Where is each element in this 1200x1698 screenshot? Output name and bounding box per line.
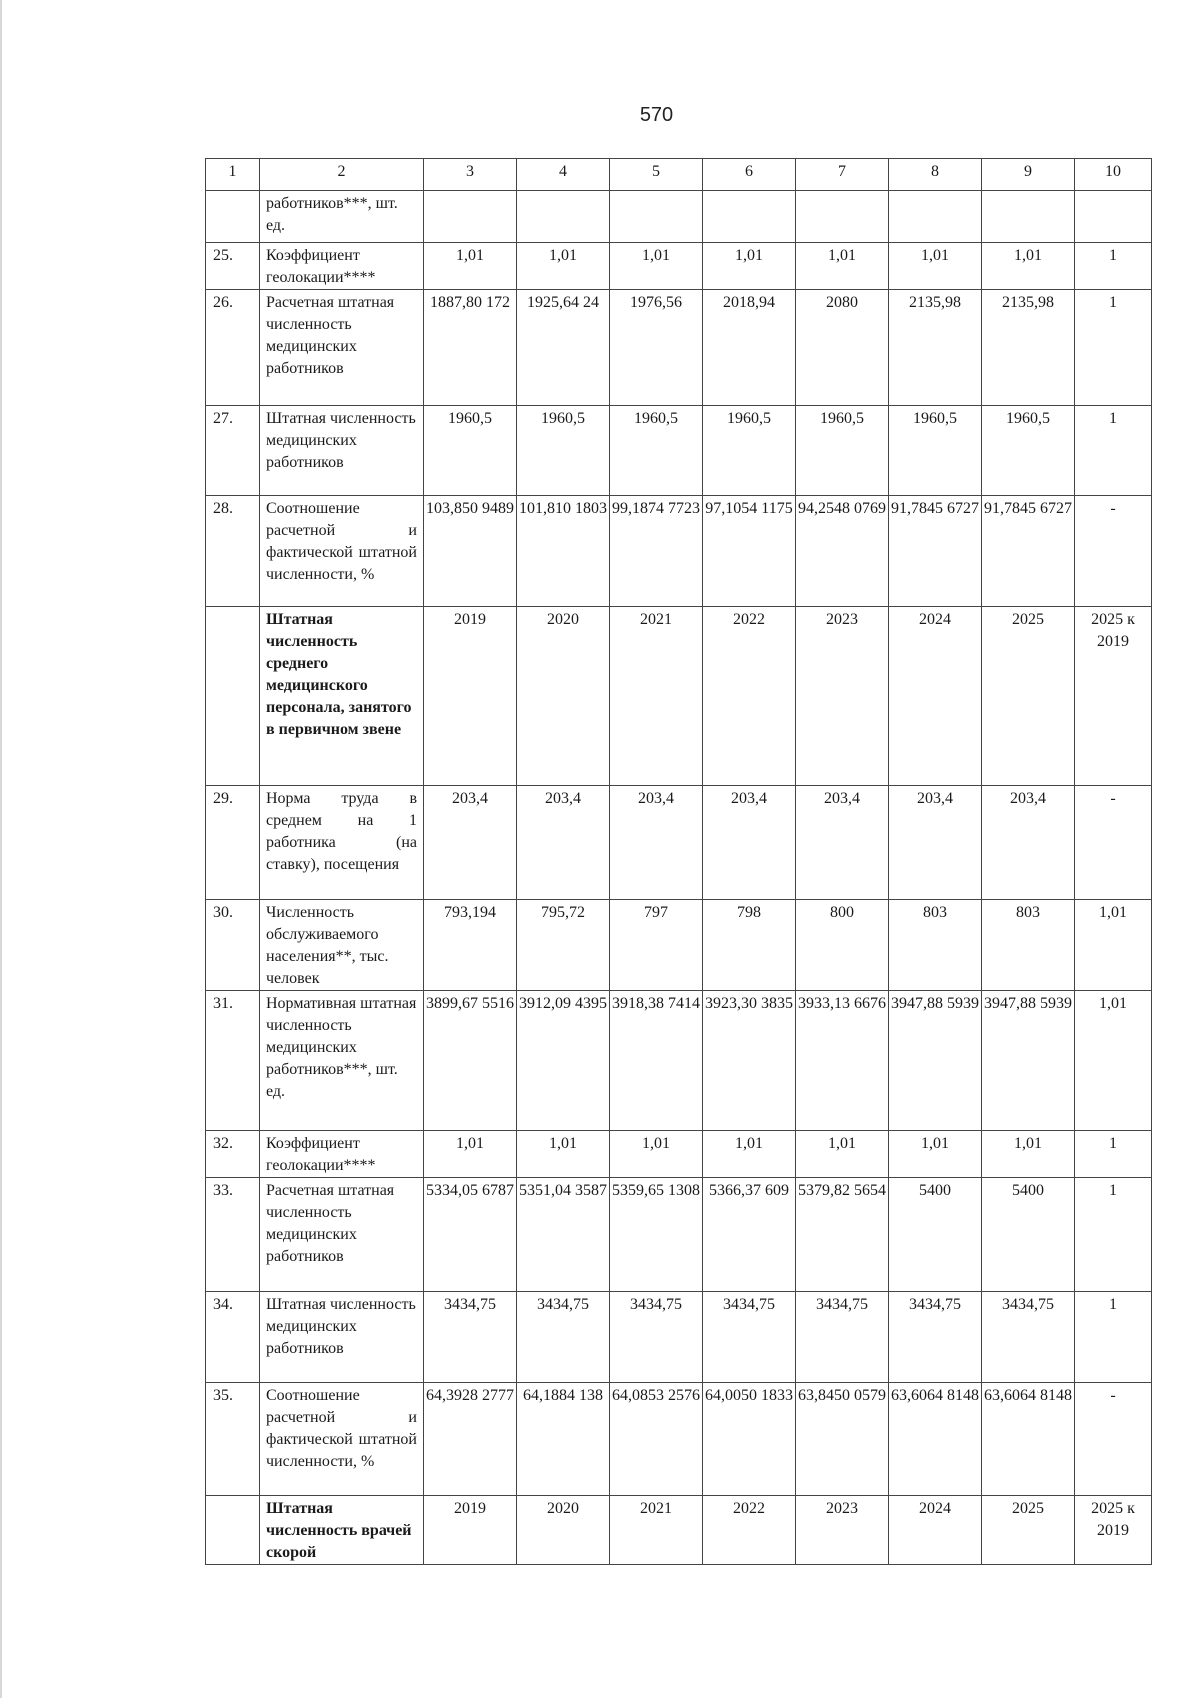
table-row: [206, 290, 1152, 406]
table-row: [206, 496, 1152, 607]
value-cell: 1,01: [982, 243, 1075, 290]
value-cell: 2025: [982, 607, 1075, 786]
value-cell: 1,01: [889, 1131, 982, 1178]
ratio-cell: 1: [1075, 1131, 1152, 1178]
value-cell: 94,2548 0769: [796, 496, 889, 607]
column-header: 10: [1075, 159, 1152, 191]
row-number: [206, 1496, 260, 1565]
value-cell: 101,810 1803: [517, 496, 610, 607]
value-cell: 1,01: [517, 243, 610, 290]
value-cell: 203,4: [517, 786, 610, 900]
row-number: 30.: [206, 900, 260, 991]
ratio-cell: 1: [1075, 290, 1152, 406]
value-cell: 5400: [982, 1178, 1075, 1292]
value-cell: 1960,5: [424, 406, 517, 496]
section-header-row: [206, 1496, 1152, 1565]
section-title: Штатная численность среднего медицинского персонала, занятого в первичном звене: [260, 607, 424, 786]
value-cell: 2021: [610, 607, 703, 786]
indicator-name: Численность обслуживаемого населения**, тыс. человек: [260, 900, 424, 991]
ratio-cell: -: [1075, 496, 1152, 607]
value-cell: 3912,09 4395: [517, 991, 610, 1131]
value-cell: 2023: [796, 607, 889, 786]
ratio-cell: [1075, 191, 1152, 243]
indicator-name: Соотношение расчетной и фактической штатной численности, %: [260, 1383, 424, 1496]
ratio-cell: 1: [1075, 1178, 1152, 1292]
indicator-name: Расчетная штатная численность медицинских работников: [260, 1178, 424, 1292]
value-cell: 3434,75: [424, 1292, 517, 1383]
column-header: 9: [982, 159, 1075, 191]
indicator-name: Штатная численность медицинских работников: [260, 1292, 424, 1383]
table-row: [206, 243, 1152, 290]
value-cell: 1887,80 172: [424, 290, 517, 406]
value-cell: 1,01: [982, 1131, 1075, 1178]
value-cell: 203,4: [424, 786, 517, 900]
value-cell: [982, 191, 1075, 243]
value-cell: 1960,5: [517, 406, 610, 496]
value-cell: 1960,5: [703, 406, 796, 496]
value-cell: 1960,5: [610, 406, 703, 496]
staffing-table-wrapper: [205, 158, 1151, 1565]
row-number: 31.: [206, 991, 260, 1131]
value-cell: 1960,5: [982, 406, 1075, 496]
value-cell: 203,4: [796, 786, 889, 900]
value-cell: 1925,64 24: [517, 290, 610, 406]
value-cell: 2022: [703, 607, 796, 786]
row-number: [206, 191, 260, 243]
ratio-cell: 2025 к 2019: [1075, 1496, 1152, 1565]
value-cell: 91,7845 6727: [982, 496, 1075, 607]
value-cell: 2019: [424, 1496, 517, 1565]
value-cell: 793,194: [424, 900, 517, 991]
value-cell: 2135,98: [889, 290, 982, 406]
value-cell: 800: [796, 900, 889, 991]
value-cell: 64,0050 1833: [703, 1383, 796, 1496]
table-row: [206, 191, 1152, 243]
value-cell: 3434,75: [796, 1292, 889, 1383]
value-cell: 203,4: [610, 786, 703, 900]
value-cell: 1,01: [796, 243, 889, 290]
value-cell: [796, 191, 889, 243]
row-number: 29.: [206, 786, 260, 900]
value-cell: 63,6064 8148: [889, 1383, 982, 1496]
value-cell: 3434,75: [517, 1292, 610, 1383]
row-number: 33.: [206, 1178, 260, 1292]
value-cell: 1,01: [424, 243, 517, 290]
value-cell: 203,4: [703, 786, 796, 900]
table-row: [206, 1178, 1152, 1292]
table-row: [206, 786, 1152, 900]
value-cell: 3947,88 5939: [982, 991, 1075, 1131]
value-cell: 2025: [982, 1496, 1075, 1565]
indicator-name: Соотношение расчетной и фактической штатной численности, %: [260, 496, 424, 607]
page-number: 570: [639, 104, 674, 126]
value-cell: 1976,56: [610, 290, 703, 406]
value-cell: 3933,13 6676: [796, 991, 889, 1131]
column-header: 2: [260, 159, 424, 191]
indicator-name: Расчетная штатная численность медицинских работников: [260, 290, 424, 406]
value-cell: 1,01: [517, 1131, 610, 1178]
value-cell: 3899,67 5516: [424, 991, 517, 1131]
ratio-cell: -: [1075, 1383, 1152, 1496]
column-header: 5: [610, 159, 703, 191]
table-row: [206, 406, 1152, 496]
value-cell: 5351,04 3587: [517, 1178, 610, 1292]
column-header: 8: [889, 159, 982, 191]
value-cell: [889, 191, 982, 243]
value-cell: 1,01: [796, 1131, 889, 1178]
value-cell: 103,850 9489: [424, 496, 517, 607]
row-number: 34.: [206, 1292, 260, 1383]
indicator-name: Нормативная штатная численность медицинских работников***, шт. ед.: [260, 991, 424, 1131]
value-cell: 797: [610, 900, 703, 991]
value-cell: [610, 191, 703, 243]
indicator-name: Штатная численность медицинских работников: [260, 406, 424, 496]
table-row: [206, 1131, 1152, 1178]
row-number: 25.: [206, 243, 260, 290]
column-header: 7: [796, 159, 889, 191]
ratio-cell: 2025 к 2019: [1075, 607, 1152, 786]
ratio-cell: 1: [1075, 1292, 1152, 1383]
value-cell: 99,1874 7723: [610, 496, 703, 607]
value-cell: 803: [982, 900, 1075, 991]
ratio-cell: 1,01: [1075, 991, 1152, 1131]
indicator-name: Коэффициент геолокации****: [260, 1131, 424, 1178]
value-cell: 91,7845 6727: [889, 496, 982, 607]
value-cell: 803: [889, 900, 982, 991]
value-cell: 2022: [703, 1496, 796, 1565]
value-cell: 2019: [424, 607, 517, 786]
value-cell: 3434,75: [610, 1292, 703, 1383]
value-cell: 1,01: [424, 1131, 517, 1178]
value-cell: [424, 191, 517, 243]
row-number: 28.: [206, 496, 260, 607]
value-cell: 795,72: [517, 900, 610, 991]
column-header: 1: [206, 159, 260, 191]
value-cell: 5400: [889, 1178, 982, 1292]
ratio-cell: 1: [1075, 406, 1152, 496]
row-number: 35.: [206, 1383, 260, 1496]
value-cell: 2080: [796, 290, 889, 406]
value-cell: 1,01: [610, 1131, 703, 1178]
value-cell: 3434,75: [982, 1292, 1075, 1383]
column-header: 6: [703, 159, 796, 191]
value-cell: 1,01: [703, 1131, 796, 1178]
value-cell: 97,1054 1175: [703, 496, 796, 607]
value-cell: 2018,94: [703, 290, 796, 406]
table-row: [206, 900, 1152, 991]
value-cell: 1,01: [610, 243, 703, 290]
section-title: Штатная численность врачей скорой: [260, 1496, 424, 1565]
value-cell: 2020: [517, 607, 610, 786]
value-cell: 3947,88 5939: [889, 991, 982, 1131]
value-cell: 3923,30 3835: [703, 991, 796, 1131]
value-cell: 1960,5: [796, 406, 889, 496]
row-number: 26.: [206, 290, 260, 406]
row-number: 32.: [206, 1131, 260, 1178]
value-cell: 63,6064 8148: [982, 1383, 1075, 1496]
value-cell: 2135,98: [982, 290, 1075, 406]
section-header-row: [206, 607, 1152, 786]
value-cell: 3434,75: [889, 1292, 982, 1383]
table-row: [206, 1383, 1152, 1496]
staffing-table: [205, 158, 1152, 1565]
column-header: 3: [424, 159, 517, 191]
value-cell: 5359,65 1308: [610, 1178, 703, 1292]
ratio-cell: 1: [1075, 243, 1152, 290]
ratio-cell: 1,01: [1075, 900, 1152, 991]
ratio-cell: -: [1075, 786, 1152, 900]
value-cell: 2024: [889, 607, 982, 786]
value-cell: 63,8450 0579: [796, 1383, 889, 1496]
indicator-name: Норма труда в среднем на 1 работника (на ставку), посещения: [260, 786, 424, 900]
column-header-row: [206, 159, 1152, 191]
value-cell: 3918,38 7414: [610, 991, 703, 1131]
table-row: [206, 991, 1152, 1131]
row-number: [206, 607, 260, 786]
value-cell: [517, 191, 610, 243]
page-left-edge: [0, 0, 2, 1698]
column-header: 4: [517, 159, 610, 191]
value-cell: 1,01: [703, 243, 796, 290]
value-cell: 203,4: [889, 786, 982, 900]
indicator-name: работников***, шт. ед.: [260, 191, 424, 243]
value-cell: 3434,75: [703, 1292, 796, 1383]
value-cell: 2023: [796, 1496, 889, 1565]
value-cell: 64,0853 2576: [610, 1383, 703, 1496]
value-cell: 2020: [517, 1496, 610, 1565]
value-cell: 203,4: [982, 786, 1075, 900]
value-cell: 2021: [610, 1496, 703, 1565]
value-cell: 5334,05 6787: [424, 1178, 517, 1292]
table-row: [206, 1292, 1152, 1383]
row-number: 27.: [206, 406, 260, 496]
table-body: [206, 159, 1152, 1565]
value-cell: 64,3928 2777: [424, 1383, 517, 1496]
value-cell: 5366,37 609: [703, 1178, 796, 1292]
value-cell: 798: [703, 900, 796, 991]
value-cell: 5379,82 5654: [796, 1178, 889, 1292]
value-cell: 1960,5: [889, 406, 982, 496]
value-cell: [703, 191, 796, 243]
value-cell: 64,1884 138: [517, 1383, 610, 1496]
value-cell: 1,01: [889, 243, 982, 290]
indicator-name: Коэффициент геолокации****: [260, 243, 424, 290]
value-cell: 2024: [889, 1496, 982, 1565]
